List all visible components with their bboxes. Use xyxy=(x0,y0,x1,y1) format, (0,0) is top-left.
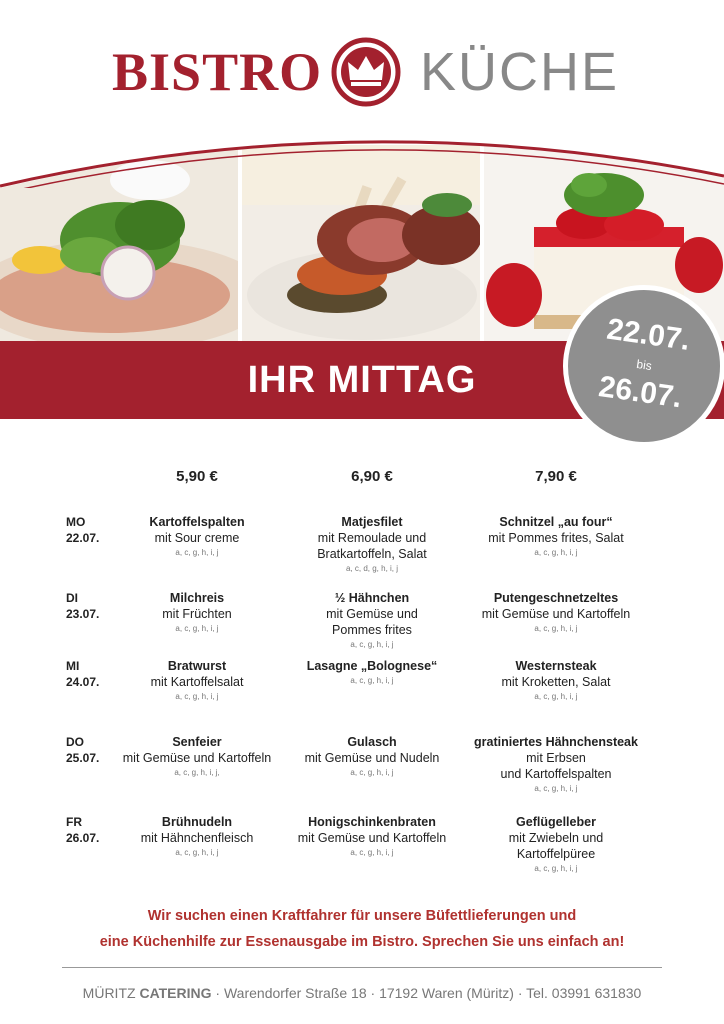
dish-description: mit Gemüse und Kartoffeln xyxy=(122,751,272,765)
dish-name: Honigschinkenbraten xyxy=(308,815,436,829)
page-title: IHR MITTAG xyxy=(247,359,477,401)
dish-allergens: a, c, g, h, i, j xyxy=(534,864,578,873)
dish-allergens: a, c, g, h, i, j, xyxy=(174,768,220,777)
dish-cell xyxy=(456,734,656,795)
dish-allergens: a, c, g, h, i, j xyxy=(350,640,394,649)
dish-cell xyxy=(97,734,297,779)
day-date: 22.07. xyxy=(66,531,100,545)
dish-allergens: a, c, g, h, i, j xyxy=(534,692,578,701)
dish-cell xyxy=(97,514,297,559)
dish-cell xyxy=(97,590,297,635)
day-name: MO xyxy=(66,515,86,529)
date-from: 22.07. xyxy=(604,312,692,357)
dish-description: Pommes frites xyxy=(332,623,412,637)
job-notice-line-2: eine Küchenhilfe zur Essenausgabe im Bistro. Sprechen Sie uns einfach an! xyxy=(99,934,625,950)
dish-name: Geflügelleber xyxy=(516,815,596,829)
dish-allergens: a, c, g, h, i, j xyxy=(534,784,578,793)
dish-description: mit Hähnchenfleisch xyxy=(140,831,254,845)
dish-description: mit Zwiebeln und xyxy=(508,831,604,845)
day-date: 25.07. xyxy=(66,751,100,765)
day-date: 23.07. xyxy=(66,607,100,621)
dish-description: mit Gemüse und xyxy=(326,607,418,621)
dish-name: Schnitzel „au four“ xyxy=(499,515,613,529)
price-column-3: 7,90 € xyxy=(535,468,577,485)
dish-cell xyxy=(456,814,656,875)
dish-description: mit Erbsen xyxy=(526,751,586,765)
dish-description: mit Gemüse und Kartoffeln xyxy=(481,607,631,621)
dish-allergens: a, c, d, g, h, i, j xyxy=(345,564,399,573)
day-label xyxy=(66,658,99,690)
dish-name: Bratwurst xyxy=(167,659,227,673)
crown-icon xyxy=(330,36,402,108)
job-notice xyxy=(0,903,724,955)
dish-cell xyxy=(272,814,472,859)
dish-allergens: a, c, g, h, i, j xyxy=(534,624,578,633)
dish-allergens: a, c, g, h, i, j xyxy=(175,548,219,557)
dish-cell xyxy=(272,734,472,779)
dish-name: Brühnudeln xyxy=(161,815,233,829)
dish-cell xyxy=(272,590,472,651)
dish-allergens: a, c, g, h, i, j xyxy=(534,548,578,557)
dish-cell xyxy=(97,814,297,859)
dish-description: mit Früchten xyxy=(162,607,232,621)
day-label xyxy=(66,590,99,622)
day-name: DI xyxy=(66,591,78,605)
day-name: FR xyxy=(66,815,82,829)
dish-name: gratiniertes Hähnchensteak xyxy=(474,735,638,749)
dish-name: Putengeschnetzeltes xyxy=(493,591,619,605)
dish-allergens: a, c, g, h, i, j xyxy=(350,848,394,857)
job-notice-line-1: Wir suchen einen Kraftfahrer für unsere Büfettlieferungen und xyxy=(147,908,577,924)
dish-description: mit Kartoffelsalat xyxy=(150,675,244,689)
dish-name: Senfeier xyxy=(172,735,222,749)
dish-cell xyxy=(97,658,297,703)
day-name: MI xyxy=(66,659,80,673)
dish-name: Lasagne „Bolognese“ xyxy=(306,659,438,673)
dish-name: Matjesfilet xyxy=(341,515,403,529)
day-date: 24.07. xyxy=(66,675,100,689)
dish-description: mit Remoulade und xyxy=(317,531,427,545)
decorative-arc xyxy=(0,118,724,188)
dish-allergens: a, c, g, h, i, j xyxy=(350,768,394,777)
logo-bistro-word: BISTRO xyxy=(112,42,323,102)
footer-company-bold: CATERING xyxy=(139,985,212,1001)
dish-allergens: a, c, g, h, i, j xyxy=(175,624,219,633)
price-column-1: 5,90 € xyxy=(176,468,218,485)
dish-allergens: a, c, g, h, i, j xyxy=(175,848,219,857)
logo xyxy=(0,30,724,110)
date-to: 26.07. xyxy=(596,370,684,415)
dish-description: Bratkartoffeln, Salat xyxy=(317,547,427,561)
logo-kueche-word: KÜCHE xyxy=(420,42,620,102)
dish-description: Kartoffelpüree xyxy=(516,847,596,861)
dish-description: mit Sour creme xyxy=(154,531,240,545)
dish-cell xyxy=(456,514,656,559)
dish-allergens: a, c, g, h, i, j xyxy=(350,676,394,685)
dish-cell xyxy=(456,658,656,703)
day-label xyxy=(66,514,99,546)
footer-company-light: MÜRITZ xyxy=(82,985,136,1001)
dish-description: mit Kroketten, Salat xyxy=(501,675,611,689)
footer-address: · Warendorfer Straße 18 · 17192 Waren (Müritz) · Tel. 03991 631830 xyxy=(215,985,642,1001)
day-label xyxy=(66,814,99,846)
dish-cell xyxy=(272,514,472,575)
dish-name: ½ Hähnchen xyxy=(334,591,410,605)
dish-description: mit Pommes frites, Salat xyxy=(488,531,624,545)
dish-name: Kartoffelspalten xyxy=(149,515,245,529)
price-column-2: 6,90 € xyxy=(351,468,393,485)
dish-description: mit Gemüse und Kartoffeln xyxy=(297,831,447,845)
day-date: 26.07. xyxy=(66,831,100,845)
dish-description: mit Gemüse und Nudeln xyxy=(304,751,440,765)
dish-name: Milchreis xyxy=(169,591,225,605)
dish-description: und Kartoffelspalten xyxy=(500,767,612,781)
footer-divider xyxy=(62,967,662,968)
dish-allergens: a, c, g, h, i, j xyxy=(175,692,219,701)
day-name: DO xyxy=(66,735,84,749)
dish-cell xyxy=(456,590,656,635)
footer xyxy=(0,985,724,1001)
dish-cell xyxy=(272,658,472,687)
day-label xyxy=(66,734,99,766)
dish-name: Gulasch xyxy=(347,735,397,749)
dish-name: Westernsteak xyxy=(515,659,597,673)
date-bis: bis xyxy=(635,357,653,374)
